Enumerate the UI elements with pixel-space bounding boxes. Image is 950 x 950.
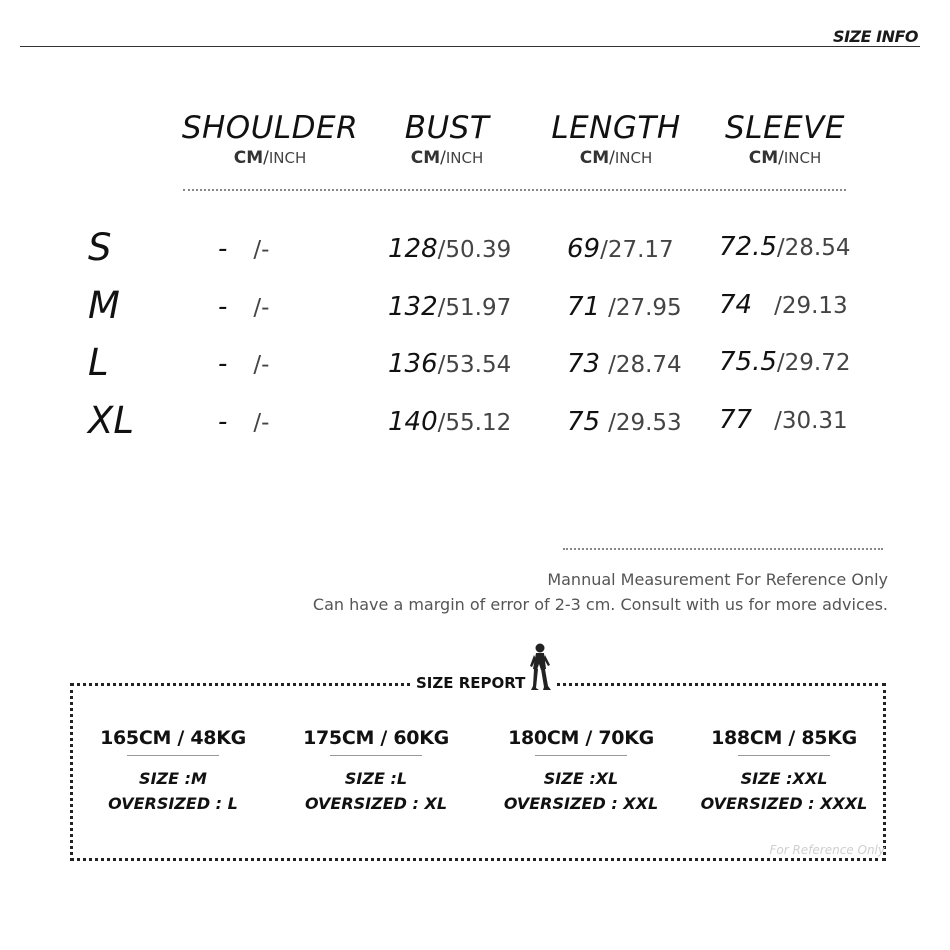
length-value [567, 292, 682, 322]
margin-of-error-note: Can have a margin of error of 2-3 cm. Consult with us for more advices. [312, 595, 888, 614]
size-info-title: SIZE INFO [833, 27, 918, 46]
column-unit [352, 148, 542, 168]
shoulder-inch: /- [253, 295, 270, 321]
model-oversized: OVERSIZED : L [108, 794, 238, 813]
shoulder-cm: - [218, 292, 228, 322]
column-title: SHOULDER [181, 110, 359, 146]
shoulder-cm: - [218, 349, 228, 379]
length-cm: 69 [567, 234, 601, 264]
size-row-l [0, 341, 950, 387]
size-row-xl [0, 399, 950, 445]
column-title: LENGTH [551, 110, 681, 146]
shoulder-value [218, 349, 269, 379]
length-value [567, 407, 682, 437]
bust-inch: /53.54 [437, 352, 512, 378]
model-measurement: 188CM / 85KG [711, 727, 857, 749]
size-label: M [88, 284, 120, 327]
notes-dotted-divider [563, 548, 883, 550]
model-size: SIZE :XXL [740, 769, 828, 788]
shoulder-cm: - [218, 234, 228, 264]
column-title: SLEEVE [725, 110, 845, 146]
column-unit [690, 148, 880, 168]
bust-inch: /55.12 [437, 410, 512, 436]
length-cm: 71 [567, 292, 601, 322]
unit-separator: / [263, 148, 269, 168]
unit-inch: INCH [614, 149, 653, 167]
column-header-sleeve [690, 110, 880, 168]
shoulder-value [218, 407, 269, 437]
unit-cm: CM [410, 148, 441, 168]
size-row-m [0, 284, 950, 330]
unit-separator: / [609, 148, 615, 168]
model-size: SIZE :XL [543, 769, 619, 788]
measurement-underline [535, 755, 627, 756]
model-measurement: 180CM / 70KG [508, 727, 654, 749]
model-size: SIZE :M [139, 769, 207, 788]
length-inch: /28.74 [608, 352, 682, 378]
report-model-3 [481, 727, 681, 816]
header-divider [20, 46, 920, 47]
sleeve-inch: /30.31 [774, 408, 848, 434]
bust-value [388, 292, 511, 322]
bust-value [388, 349, 511, 379]
column-header-bust [352, 110, 542, 168]
model-measurement: 175CM / 60KG [303, 727, 449, 749]
unit-cm: CM [233, 148, 264, 168]
size-report-title: SIZE REPORT [410, 674, 531, 692]
sleeve-inch: /29.13 [774, 293, 848, 319]
model-oversized: OVERSIZED : XXL [503, 794, 659, 813]
size-row-s [0, 226, 950, 272]
unit-separator: / [440, 148, 446, 168]
shoulder-value [218, 292, 269, 322]
length-inch: /29.53 [608, 410, 682, 436]
reference-only-footnote: For Reference Only [769, 843, 885, 857]
measurement-underline [330, 755, 422, 756]
unit-cm: CM [748, 148, 779, 168]
bust-value [388, 407, 511, 437]
length-value [567, 349, 682, 379]
length-cm: 75 [567, 407, 601, 437]
model-size: SIZE :L [344, 769, 408, 788]
column-unit [175, 148, 365, 168]
report-model-1 [73, 727, 273, 816]
measurement-underline [738, 755, 830, 756]
column-unit [521, 148, 711, 168]
length-inch: /27.95 [608, 295, 682, 321]
bust-cm: 132 [388, 292, 438, 322]
size-label: XL [88, 399, 134, 442]
model-oversized: OVERSIZED : XXXL [700, 794, 868, 813]
sleeve-value [719, 290, 848, 320]
size-label: S [88, 226, 112, 269]
unit-separator: / [778, 148, 784, 168]
unit-inch: INCH [268, 149, 307, 167]
header-dotted-divider [183, 189, 846, 191]
column-title: BUST [404, 110, 490, 146]
model-measurement: 165CM / 48KG [100, 727, 246, 749]
walking-figure-icon [526, 642, 554, 692]
length-value [567, 234, 674, 264]
bust-value [388, 234, 511, 264]
sleeve-cm: 72.5 [719, 232, 777, 262]
model-oversized: OVERSIZED : XL [304, 794, 448, 813]
bust-cm: 136 [388, 349, 438, 379]
sleeve-value [719, 347, 850, 377]
measurement-note: Mannual Measurement For Reference Only [547, 570, 888, 589]
bust-inch: /51.97 [437, 295, 512, 321]
unit-cm: CM [579, 148, 610, 168]
bust-cm: 140 [388, 407, 438, 437]
sleeve-inch: /28.54 [776, 235, 851, 261]
shoulder-inch: /- [253, 410, 270, 436]
bust-cm: 128 [388, 234, 438, 264]
length-inch: /27.17 [600, 237, 674, 263]
sleeve-cm: 74 [719, 290, 753, 320]
size-label: L [88, 341, 109, 384]
shoulder-cm: - [218, 407, 228, 437]
column-header-shoulder [175, 110, 365, 168]
report-model-4 [684, 727, 884, 816]
column-header-length [521, 110, 711, 168]
sleeve-inch: /29.72 [776, 350, 851, 376]
sleeve-cm: 77 [719, 405, 753, 435]
report-model-2 [276, 727, 476, 816]
measurement-underline [127, 755, 219, 756]
shoulder-inch: /- [253, 352, 270, 378]
shoulder-inch: /- [253, 237, 270, 263]
unit-inch: INCH [783, 149, 822, 167]
shoulder-value [218, 234, 269, 264]
length-cm: 73 [567, 349, 601, 379]
bust-inch: /50.39 [437, 237, 512, 263]
unit-inch: INCH [445, 149, 484, 167]
sleeve-value [719, 232, 850, 262]
sleeve-value [719, 405, 848, 435]
sleeve-cm: 75.5 [719, 347, 777, 377]
